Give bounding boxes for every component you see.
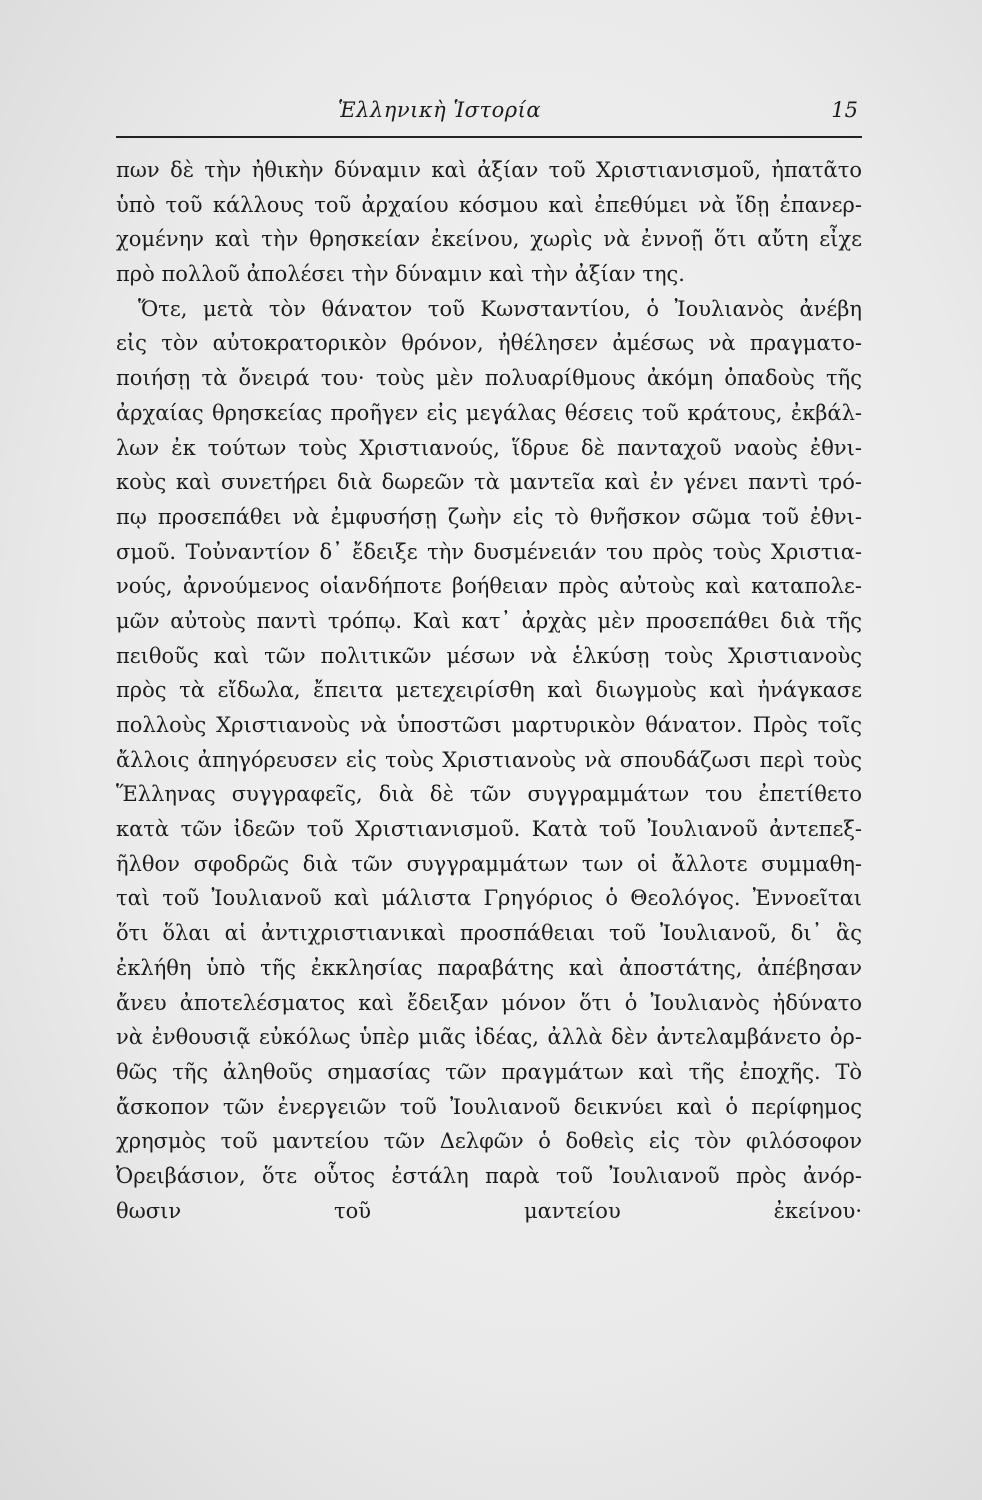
text-line: ἐκλήθη ὑπὸ τῆς ἐκκλησίας παραβάτης καὶ ἀποστάτης, ἀπέβησαν — [116, 955, 862, 980]
page-number: 15 — [831, 98, 858, 122]
text-line: ὑπὸ τοῦ κάλλους τοῦ ἀρχαίου κόσμου καὶ ἐπεθύμει νὰ ἴδῃ ἐπανερ- — [116, 192, 862, 217]
text-line: Ὀρειβάσιον, ὅτε οὗτος ἐστάλη παρὰ τοῦ Ἰουλιανοῦ πρὸς ἀνόρ- — [116, 1163, 862, 1188]
text-line: κατὰ τῶν ἰδεῶν τοῦ Χριστιανισμοῦ. Κατὰ τοῦ Ἰουλιανοῦ ἀντεπεξ- — [116, 817, 862, 842]
text-line: Ὅτε, μετὰ τὸν θάνατον τοῦ Κωνσταντίου, ὁ Ἰουλιανὸς ἀνέβη — [138, 296, 862, 321]
text-line: ἀρχαίας θρησκείας προῆγεν εἰς μεγάλας θέσεις τοῦ κράτους, ἐκβάλ- — [116, 400, 862, 425]
text-line: κοὺς καὶ συνετήρει διὰ δωρεῶν τὰ μαντεῖα καὶ ἐν γένει παντὶ τρό- — [116, 470, 862, 495]
text-line: σμοῦ. Τοὐναντίον δ᾽ ἔδειξε τὴν δυσμένειάν του πρὸς τοὺς Χριστια- — [116, 539, 862, 564]
text-line: ποιήσῃ τὰ ὄνειρά του· τοὺς μὲν πολυαρίθμους ἀκόμη ὀπαδοὺς τῆς — [116, 366, 862, 391]
header-rule — [116, 136, 862, 138]
text-line: νούς, ἀρνούμενος οἱανδήποτε βοήθειαν πρὸς αὐτοὺς καὶ καταπολε- — [116, 574, 862, 599]
text-line: Ἕλληνας συγγραφεῖς, διὰ δὲ τῶν συγγραμμάτων του ἐπετίθετο — [116, 782, 862, 807]
text-line: πῳ προσεπάθει νὰ ἐμφυσήσῃ ζωὴν εἰς τὸ θνῆσκον σῶμα τοῦ ἐθνι- — [116, 504, 862, 529]
text-line: χομένην καὶ τὴν θρησκείαν ἐκείνου, χωρὶς νὰ ἐννοῇ ὅτι αὔτη εἶχε — [116, 227, 862, 252]
text-line: θῶς τῆς ἀληθοῦς σημασίας τῶν πραγμάτων καὶ τῆς ἐποχῆς. Τὸ — [116, 1059, 862, 1084]
text-line: ἄλλοις ἀπηγόρευσεν εἰς τοὺς Χριστιανοὺς νὰ σπουδάζωσι περὶ τοὺς — [116, 747, 862, 772]
text-line — [116, 1228, 862, 1263]
text-line: πειθοῦς καὶ τῶν πολιτικῶν μέσων νὰ ἑλκύσῃ τοὺς Χριστιανοὺς — [116, 643, 862, 668]
text-line: χρησμὸς τοῦ μαντείου τῶν Δελφῶν ὁ δοθεὶς εἰς τὸν φιλόσοφον — [116, 1129, 862, 1154]
page-header — [118, 98, 858, 134]
text-line: ὅτι ὅλαι αἱ ἀντιχριστιανικαὶ προσπάθειαι τοῦ Ἰουλιανοῦ, δι᾽ ἃς — [116, 921, 862, 946]
text-line: ἄνευ ἀποτελέσματος καὶ ἔδειξαν μόνον ὅτι ὁ Ἰουλιανὸς ἠδύνατο — [116, 990, 862, 1015]
text-line: ἄσκοπον τῶν ἐνεργειῶν τοῦ Ἰουλιανοῦ δεικνύει καὶ ὁ περίφημος — [116, 1094, 862, 1119]
text-line: ῆλθον σφοδρῶς διὰ τῶν συγγραμμάτων των οἱ ἄλλοτε συμμαθη- — [116, 851, 862, 876]
text-line: μῶν αὐτοὺς παντὶ τρόπῳ. Καὶ κατ᾽ ἀρχὰς μὲν προσεπάθει διὰ τῆς — [116, 608, 862, 633]
text-line: ταὶ τοῦ Ἰουλιανοῦ καὶ μάλιστα Γρηγόριος ὁ Θεολόγος. Ἐννοεῖται — [116, 886, 862, 911]
text-line: πολλοὺς Χριστιανοὺς νὰ ὑποστῶσι μαρτυρικὸν θάνατον. Πρὸς τοῖς — [116, 713, 862, 737]
text-line: θωσιν τοῦ μαντείου ἐκείνου· — [116, 1198, 862, 1223]
text-line: πρὸς τὰ εἴδωλα, ἔπειτα μετεχειρίσθη καὶ διωγμοὺς καὶ ἠνάγκασε — [116, 678, 862, 703]
running-title: Ἑλληνικὴ Ἱστορία — [338, 98, 542, 122]
text-line: λων ἐκ τούτων τοὺς Χριστιανούς, ἵδρυε δὲ πανταχοῦ ναοὺς ἐθνι- — [116, 435, 862, 460]
body-text — [116, 153, 862, 1263]
text-line: εἰς τὸν αὐτοκρατορικὸν θρόνον, ἠθέλησεν ἀμέσως νὰ πραγματο- — [116, 331, 862, 356]
text-line: πων δὲ τὴν ἠθικὴν δύναμιν καὶ ἀξίαν τοῦ Χριστιανισμοῦ, ἠπατᾶτο — [116, 158, 862, 182]
text-line: νὰ ἐνθουσιᾷ εὐκόλως ὑπὲρ μιᾶς ἰδέας, ἀλλὰ δὲν ἀντελαμβάνετο ὀρ- — [116, 1025, 862, 1050]
text-line: πρὸ πολλοῦ ἀπολέσει τὴν δύναμιν καὶ τὴν ἀξίαν της. — [116, 262, 685, 287]
